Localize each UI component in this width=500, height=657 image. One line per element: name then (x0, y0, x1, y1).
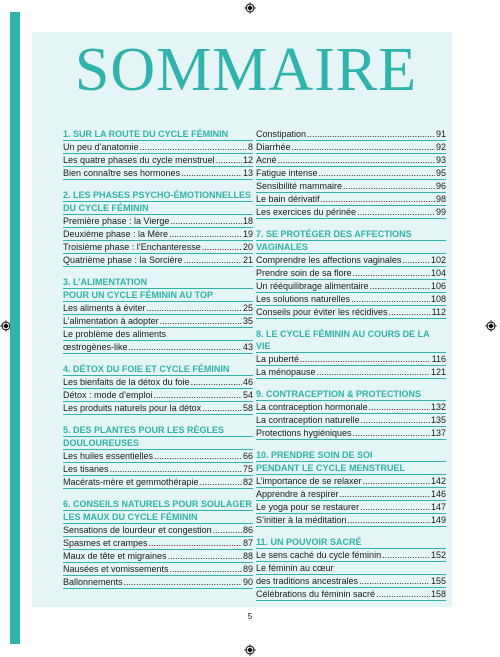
entry-page: 91 (435, 129, 446, 139)
toc-entry[interactable] (63, 537, 253, 550)
entry-label: Les produits naturels pour la détox (63, 403, 202, 413)
toc-entry[interactable] (63, 215, 253, 228)
leader-dots (357, 206, 435, 218)
entry-page: 82 (242, 477, 253, 487)
leader-dots (191, 376, 242, 388)
entry-label: Un rééquilibrage alimentaire (256, 281, 369, 291)
section-title: 11. UN POUVOIR SACRÉ (256, 536, 446, 549)
entry-label: La contraception hormonale (256, 402, 368, 412)
leader-dots (129, 341, 242, 353)
toc-entry[interactable] (256, 193, 446, 206)
leader-dots (317, 366, 430, 378)
entry-label: Sensations de lourdeur et congestion (63, 525, 212, 535)
section-title: 10. PRENDRE SOIN DE SOI (256, 449, 446, 462)
toc-entry[interactable] (63, 241, 253, 254)
entry-label: Détox : mode d’emploi (63, 390, 153, 400)
leader-dots (376, 588, 430, 600)
leader-dots (363, 475, 430, 487)
entry-page: 95 (435, 168, 446, 178)
toc-entry[interactable] (256, 588, 446, 601)
toc-entry[interactable] (256, 306, 446, 319)
toc-entry[interactable] (256, 254, 446, 267)
section-title: POUR UN CYCLE FÉMININ AU TOP (63, 289, 253, 302)
entry-label: Fatigue intense (256, 168, 318, 178)
toc-entry[interactable] (256, 267, 446, 280)
entry-page: 132 (430, 402, 446, 412)
entry-page: 137 (430, 428, 446, 438)
toc-entry[interactable] (63, 228, 253, 241)
entry-label: Célébrations du féminin sacré (256, 589, 376, 599)
toc-section (256, 536, 446, 601)
leader-dots (389, 306, 431, 318)
toc-entry[interactable] (256, 293, 446, 306)
entry-label: Première phase : la Vierge (63, 216, 170, 226)
toc-entry[interactable] (256, 401, 446, 414)
toc-entry[interactable] (63, 154, 253, 167)
entry-label: Sensibilité mammaire (256, 181, 343, 191)
toc-entry[interactable] (256, 414, 446, 427)
leader-dots (168, 550, 242, 562)
entry-label: Troisième phase : l’Enchanteresse (63, 242, 201, 252)
entry-label: Maux de tête et migraines (63, 551, 167, 561)
entry-page: 106 (430, 281, 446, 291)
entry-label: Diarrhée (256, 142, 291, 152)
entry-label: Le problème des aliments (63, 329, 167, 339)
leader-dots (169, 228, 242, 240)
side-accent-bar (10, 12, 20, 644)
entry-label: Un peu d’anatomie (63, 142, 139, 152)
toc-section (63, 276, 253, 354)
toc-entry[interactable] (63, 167, 253, 180)
entry-page: 96 (435, 181, 446, 191)
leader-dots (216, 154, 242, 166)
entry-label: S’initier à la méditation (256, 515, 347, 525)
leader-dots (353, 427, 430, 439)
entry-label: Quatrième phase : la Sorcière (63, 255, 183, 265)
entry-label: Comprendre les affections vaginales (256, 255, 402, 265)
entry-page: 104 (430, 268, 446, 278)
toc-entry[interactable] (256, 427, 446, 440)
leader-dots (343, 180, 435, 192)
entry-page: 149 (430, 515, 446, 525)
entry-label: Les solutions naturelles (256, 294, 351, 304)
section-title: PENDANT LE CYCLE MENSTRUEL (256, 462, 446, 475)
toc-section (63, 363, 253, 415)
toc-entry[interactable] (63, 550, 253, 563)
toc-section (256, 328, 446, 379)
leader-dots (110, 463, 242, 475)
leader-dots (170, 563, 242, 575)
entry-label: Le bain dérivatif (256, 194, 320, 204)
toc-entry[interactable] (63, 141, 253, 154)
entry-label: Prendre soin de sa flore (256, 268, 352, 278)
toc-entry[interactable] (256, 475, 446, 488)
leader-dots (154, 450, 242, 462)
entry-label: Deuxième phase : la Mère (63, 229, 169, 239)
toc-entry[interactable] (256, 514, 446, 527)
page-title: SOMMAIRE (74, 36, 418, 104)
entry-label: Les aliments à éviter (63, 303, 146, 313)
section-title: DU CYCLE FÉMININ (63, 202, 253, 215)
leader-dots (202, 241, 242, 253)
toc-left-column (63, 128, 253, 598)
toc-entry[interactable] (63, 328, 253, 341)
leader-dots (319, 167, 435, 179)
section-title: 7. SE PROTÉGER DES AFFECTIONS (256, 228, 446, 241)
leader-dots (160, 315, 242, 327)
leader-dots (200, 476, 242, 488)
entry-page: 142 (430, 476, 446, 486)
entry-label: Macérats-mère et gemmothérapie (63, 477, 199, 487)
entry-page: 135 (430, 415, 446, 425)
entry-label: Nausées et vomissements (63, 564, 169, 574)
leader-dots (359, 575, 430, 587)
section-title: 6. CONSEILS NATURELS POUR SOULAGER (63, 499, 252, 509)
section-title: 1. SUR LA ROUTE DU CYCLE FÉMININ (63, 128, 253, 141)
entry-page: 25 (242, 303, 253, 313)
leader-dots (340, 488, 430, 500)
toc-entry-continued[interactable] (256, 575, 446, 588)
entry-page: 147 (430, 502, 446, 512)
section-title: 8. LE CYCLE FÉMININ AU COURS DE LA VIE (256, 328, 446, 353)
section-title: DOULOUREUSES (63, 437, 253, 450)
section-title: 3. L’ALIMENTATION (63, 276, 253, 289)
toc-entry[interactable] (256, 353, 446, 366)
toc-entry-continued[interactable] (63, 341, 253, 354)
entry-page: 19 (242, 229, 253, 239)
leader-dots (370, 280, 430, 292)
entry-label: Apprendre à respirer (256, 489, 339, 499)
toc-entry[interactable] (256, 180, 446, 193)
leader-dots (292, 141, 435, 153)
entry-page: 93 (435, 155, 446, 165)
entry-label: Le féminin au cœur (256, 563, 334, 573)
toc-entry[interactable] (256, 167, 446, 180)
entry-page: 20 (242, 242, 253, 252)
entry-page: 116 (431, 354, 446, 364)
toc-entry[interactable] (63, 302, 253, 315)
entry-page: 12 (242, 155, 253, 165)
entry-page: 99 (435, 207, 446, 217)
toc-entry[interactable] (256, 141, 446, 154)
leader-dots (184, 254, 242, 266)
entry-label: Protections hygiéniques (256, 428, 352, 438)
entry-label: Constipation (256, 129, 307, 139)
entry-page: 58 (242, 403, 253, 413)
entry-page: 108 (430, 294, 446, 304)
toc-section (63, 189, 253, 267)
entry-label: Spasmes et crampes (63, 538, 148, 548)
toc-entry[interactable] (256, 280, 446, 293)
entry-page: 112 (431, 307, 446, 317)
entry-page: 155 (430, 576, 446, 586)
toc-section (256, 228, 446, 319)
toc-entry[interactable] (63, 450, 253, 463)
entry-page: 13 (242, 168, 253, 178)
toc-entry[interactable] (256, 549, 446, 562)
entry-label: Ballonnements (63, 577, 123, 587)
leader-dots (369, 401, 430, 413)
entry-page: 21 (242, 255, 253, 265)
entry-page: 152 (430, 550, 446, 560)
leader-dots (140, 141, 247, 153)
toc-entry[interactable] (256, 562, 446, 575)
toc-entry[interactable] (63, 576, 253, 589)
leader-dots (351, 293, 430, 305)
entry-label: Bien connaître ses hormones (63, 168, 181, 178)
page-number: 5 (247, 612, 253, 621)
leader-dots (360, 501, 430, 513)
entry-page: 92 (435, 142, 446, 152)
entry-page: 88 (242, 551, 253, 561)
entry-page: 146 (430, 489, 446, 499)
entry-page: 86 (242, 525, 253, 535)
leader-dots (124, 576, 242, 588)
toc-entry[interactable] (63, 524, 253, 537)
registration-mark-icon (244, 2, 256, 14)
toc-entry[interactable] (63, 315, 253, 328)
entry-page: 102 (430, 255, 446, 265)
toc-entry[interactable] (63, 563, 253, 576)
toc-section (256, 128, 446, 219)
toc-entry[interactable] (256, 128, 446, 141)
toc-entry[interactable] (256, 366, 446, 379)
entry-label: Acné (256, 155, 277, 165)
entry-page: 35 (242, 316, 253, 326)
toc-entry[interactable] (63, 402, 253, 415)
leader-dots (402, 254, 430, 266)
entry-label: L’importance de se relaxer (256, 476, 362, 486)
leader-dots (154, 389, 242, 401)
toc-entry[interactable] (63, 476, 253, 489)
entry-label: L’alimentation à adopter (63, 316, 159, 326)
entry-label: Les quatre phases du cycle menstruel (63, 155, 215, 165)
entry-page: 158 (430, 589, 446, 599)
toc-section (63, 128, 253, 180)
section-title: 5. DES PLANTES POUR LES RÈGLES (63, 424, 253, 437)
section-title: 4. DÉTOX DU FOIE ET CYCLE FÉMININ (63, 363, 253, 376)
toc-section (256, 449, 446, 527)
toc-right-column (256, 128, 446, 610)
leader-dots (353, 267, 430, 279)
section-title: VAGINALES (256, 241, 446, 254)
leader-dots (321, 193, 435, 205)
entry-page: 54 (242, 390, 253, 400)
toc-section (63, 424, 253, 489)
entry-label: La ménopause (256, 367, 316, 377)
entry-label: Les bienfaits de la détox du foie (63, 377, 190, 387)
entry-label: Les huiles essentielles (63, 451, 154, 461)
entry-page: 87 (242, 538, 253, 548)
entry-page: 43 (242, 342, 253, 352)
leader-dots (307, 128, 435, 140)
entry-label: Les exercices du périnée (256, 207, 357, 217)
entry-label: La puberté (256, 354, 300, 364)
entry-label: La contraception naturelle (256, 415, 360, 425)
toc-entry[interactable] (63, 389, 253, 402)
entry-label: Le sens caché du cycle féminin (256, 550, 382, 560)
entry-label-line2: des traditions ancestrales (256, 576, 359, 586)
entry-page: 46 (242, 377, 253, 387)
leader-dots (300, 353, 431, 365)
toc-entry[interactable] (256, 154, 446, 167)
leader-dots (213, 524, 242, 536)
entry-page: 98 (435, 194, 446, 204)
leader-dots (147, 302, 242, 314)
leader-dots (382, 549, 430, 561)
leader-dots (348, 514, 430, 526)
toc-entry[interactable] (63, 463, 253, 476)
entry-label-line2: œstrogènes-like (63, 342, 128, 352)
toc-section (256, 388, 446, 440)
toc-entry[interactable] (256, 206, 446, 219)
entry-label: Le yoga pour se restaurer (256, 502, 360, 512)
leader-dots (202, 402, 242, 414)
entry-page: 18 (242, 216, 253, 226)
toc-entry[interactable] (256, 488, 446, 501)
leader-dots (170, 215, 242, 227)
toc-entry[interactable] (256, 501, 446, 514)
section-title: 9. CONTRACEPTION & PROTECTIONS (256, 388, 446, 401)
leader-dots (278, 154, 435, 166)
entry-page: 66 (242, 451, 253, 461)
section-title: LES MAUX DU CYCLE FÉMININ (63, 511, 253, 524)
toc-section (63, 498, 253, 589)
entry-page: 121 (430, 367, 446, 377)
toc-entry[interactable] (63, 254, 253, 267)
leader-dots (149, 537, 242, 549)
entry-page: 8 (247, 142, 253, 152)
registration-mark-icon (244, 644, 256, 656)
entry-page: 89 (242, 564, 253, 574)
entry-page: 90 (242, 577, 253, 587)
toc-entry[interactable] (63, 376, 253, 389)
section-title: 2. LES PHASES PSYCHO-ÉMOTIONNELLES (63, 190, 252, 200)
entry-page: 75 (242, 464, 253, 474)
leader-dots (181, 167, 242, 179)
entry-label: Conseils pour éviter les récidives (256, 307, 388, 317)
leader-dots (361, 414, 430, 426)
registration-mark-icon (485, 320, 497, 332)
entry-label: Les tisanes (63, 464, 109, 474)
